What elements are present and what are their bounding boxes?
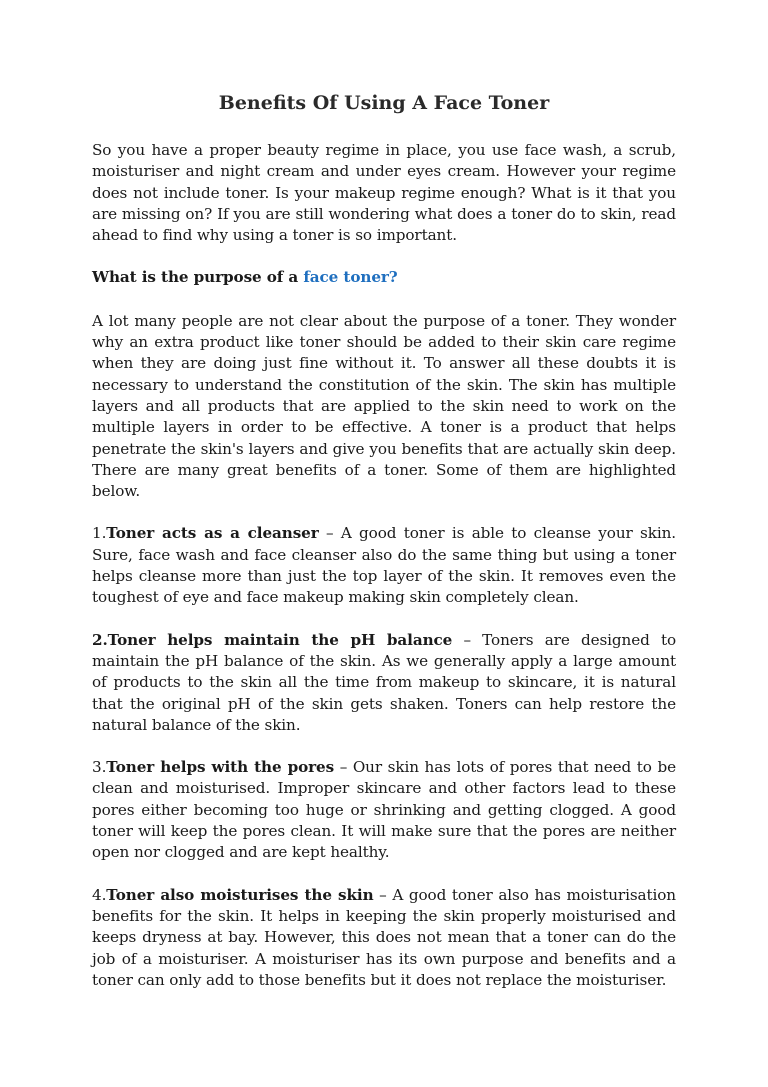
point-4-number: 4.	[92, 885, 107, 904]
point-2-title: 2.Toner helps maintain the pH balance	[92, 630, 453, 649]
point-1-body: – A good toner is able to cleanse your skin. Sure, face wash and face cleanser also do the same thing but using a toner helps cleanse more than just the top layer of the skin. It removes even the toughest of eye and face makeup making skin completely clean.	[92, 524, 676, 607]
point-2-body: – Toners are designed to maintain the pH balance of the skin. As we generally apply a large amount of products to the skin all the time from makeup to skincare, it is natural that the original pH of the skin gets shaken. Toners can help restore the natural balance of the skin.	[92, 630, 676, 734]
point-4-body: – A good toner also has moisturisation benefits for the skin. It helps in keeping the skin properly moisturised and keeps dryness at bay. However, this does not mean that a toner can do the job of a moisturiser. A moisturiser has its own purpose and benefits and a toner can only add to those benefits but it does not replace the moisturiser.	[92, 885, 676, 989]
point-4	[92, 885, 676, 991]
point-3-body: – Our skin has lots of pores that need to be clean and moisturised. Improper skincare and other factors lead to these pores either becoming too huge or shrinking and getting clogged. A good toner will keep the pores clean. It will make sure that the pores are neither open nor clogged and are kept healthy.	[92, 758, 676, 862]
purpose-heading	[92, 267, 676, 288]
point-3-title: Toner helps with the pores	[106, 758, 335, 777]
point-3-number: 3.	[92, 758, 107, 777]
point-3	[92, 757, 676, 863]
face-toner-link[interactable]: face toner?	[303, 268, 398, 287]
document-title: Benefits Of Using A Face Toner	[218, 92, 550, 114]
purpose-heading-text: What is the purpose of a	[92, 268, 304, 287]
point-4-title: Toner also moisturises the skin	[106, 885, 374, 904]
intro-paragraph: So you have a proper beauty regime in place, you use face wash, a scrub, moisturiser and night cream and under eyes cream. However your regime does not include toner. Is your makeup regime enough? What is it that you are missing on? If you are still wondering what does a toner do to skin, read ahead to find why using a toner is so important.	[92, 141, 676, 245]
purpose-paragraph: A lot many people are not clear about the purpose of a toner. They wonder why an extra product like toner should be added to their skin care regime when they are doing just fine without it. To answer all these doubts it is necessary to understand the constitution of the skin. The skin has multiple layers and all products that are applied to the skin need to work on the multiple layers in order to be effective. A toner is a product that helps penetrate the skin's layers and give you benefits that are actually skin deep. There are many great benefits of a toner. Some of them are highlighted below.	[92, 311, 676, 501]
point-2	[92, 630, 676, 736]
point-1-number: 1.	[92, 524, 107, 543]
document-page	[92, 90, 676, 1012]
point-1	[92, 523, 676, 608]
point-1-title: Toner acts as a cleanser	[106, 524, 319, 543]
